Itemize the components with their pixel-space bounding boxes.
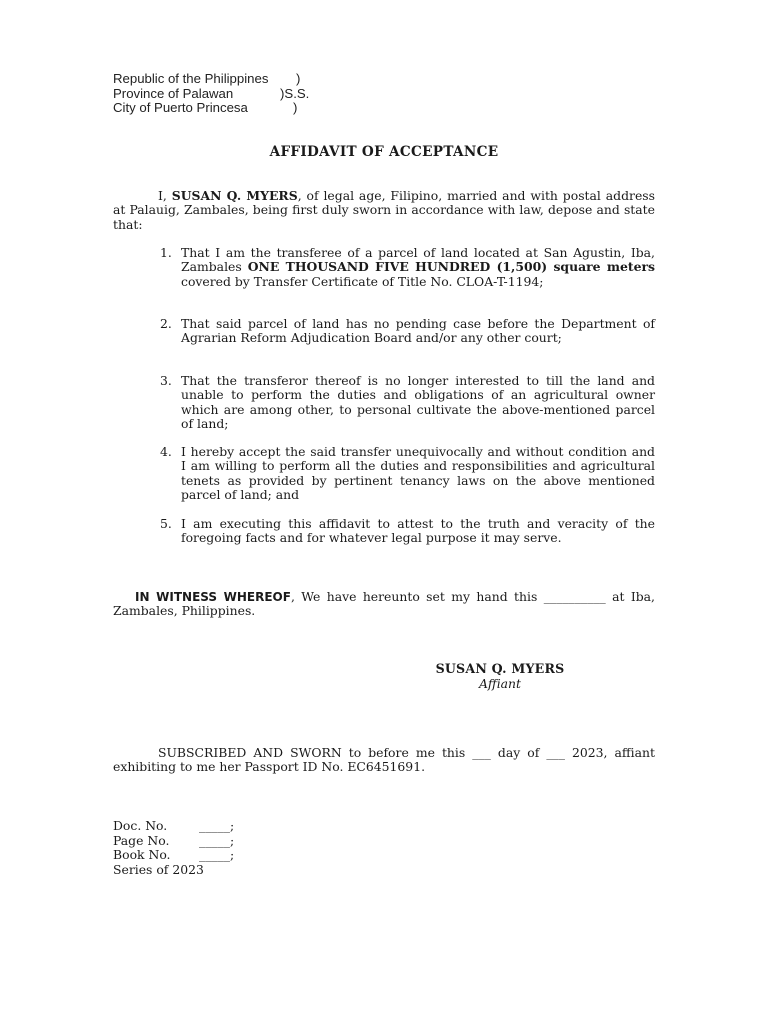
signatory-role: Affiant [478, 676, 522, 691]
list-item-number: 1. [160, 245, 172, 260]
book-no-label: Book No. [113, 847, 171, 862]
book-no-value: _____; [199, 847, 235, 862]
list-item-number: 5. [160, 516, 172, 531]
notary-book-row [113, 848, 313, 863]
list-item-text: I am executing this affidavit to attest to the truth and veracity of the foregoing facts and for whatever legal purpose it may serve. [181, 516, 655, 546]
affiant-name: SUSAN Q. MYERS [171, 188, 298, 203]
item-1-text-b: covered by Transfer Certificate of Title No. CLOA-T-1194; [181, 273, 544, 289]
venue-republic-paren: ) [296, 71, 301, 86]
page-no-label: Page No. [113, 832, 170, 848]
doc-no-label: Doc. No. [113, 818, 168, 833]
witness-text: , We have hereunto set my hand this __________ at Iba, Zambales, Philippines. [113, 589, 655, 619]
notarial-register [113, 819, 313, 877]
signature-block [420, 661, 580, 691]
item-1-area: ONE THOUSAND FIVE HUNDRED (1,500) square meters [247, 259, 655, 275]
series-label: Series of 2023 [113, 861, 204, 877]
venue-province-paren: )S.S. [280, 85, 310, 101]
doc-no-value: _____; [199, 818, 235, 833]
venue-city-text: City of Puerto Princesa [113, 100, 248, 115]
venue-line-city [113, 100, 298, 116]
notary-series-row [113, 863, 313, 878]
list-item-number: 2. [160, 316, 172, 331]
venue-line-province [113, 85, 310, 102]
jurat-paragraph: SUBSCRIBED AND SWORN to before me this ___ day of ___ 2023, affiant exhibiting to me her Passport ID No. EC6451691. [113, 745, 655, 775]
witness-paragraph [113, 590, 655, 619]
notary-page-row [113, 834, 313, 849]
list-item-text: That said parcel of land has no pending case before the Department of Agrarian Reform Adjudication Board and/or any other court; [181, 316, 655, 346]
venue-line-republic [113, 71, 301, 87]
witness-lead: IN WITNESS WHEREOF [135, 590, 291, 604]
venue-republic-text: Republic of the Philippines [113, 71, 269, 86]
list-item-text: I hereby accept the said transfer unequivocally and without condition and I am willing to perform all the duties and responsibilities and agricultural tenets as provided by pertinent tenancy laws on the above mentioned parcel of land; and [181, 444, 655, 503]
notary-doc-row [113, 819, 313, 834]
intro-paragraph [113, 189, 655, 232]
venue-city-paren: ) [293, 100, 298, 115]
venue-province-text: Province of Palawan [113, 85, 234, 101]
venue-block [113, 71, 310, 116]
list-item-text [181, 246, 655, 289]
signatory-name: SUSAN Q. MYERS [435, 661, 565, 676]
item-1-text-a: That I am the transferee of a parcel of land located at San Agustin, Iba, Zambales [181, 245, 655, 275]
intro-text: , of legal age, Filipino, married and with postal address at Palauig, Zambales, being first duly sworn in accordance with law, depose and state that: [113, 188, 655, 232]
list-item-number: 3. [160, 373, 172, 388]
intro-prefix: I, [158, 188, 167, 203]
list-item-text: That the transferor thereof is no longer interested to till the land and unable to perform the duties and obligations of an agricultural owner which are among other, to personal cultivate the above-mentioned parcel of land; [181, 373, 655, 432]
page-no-value: _____; [199, 832, 235, 848]
document-title: AFFIDAVIT OF ACCEPTANCE [269, 144, 499, 160]
list-item-number: 4. [160, 444, 172, 459]
